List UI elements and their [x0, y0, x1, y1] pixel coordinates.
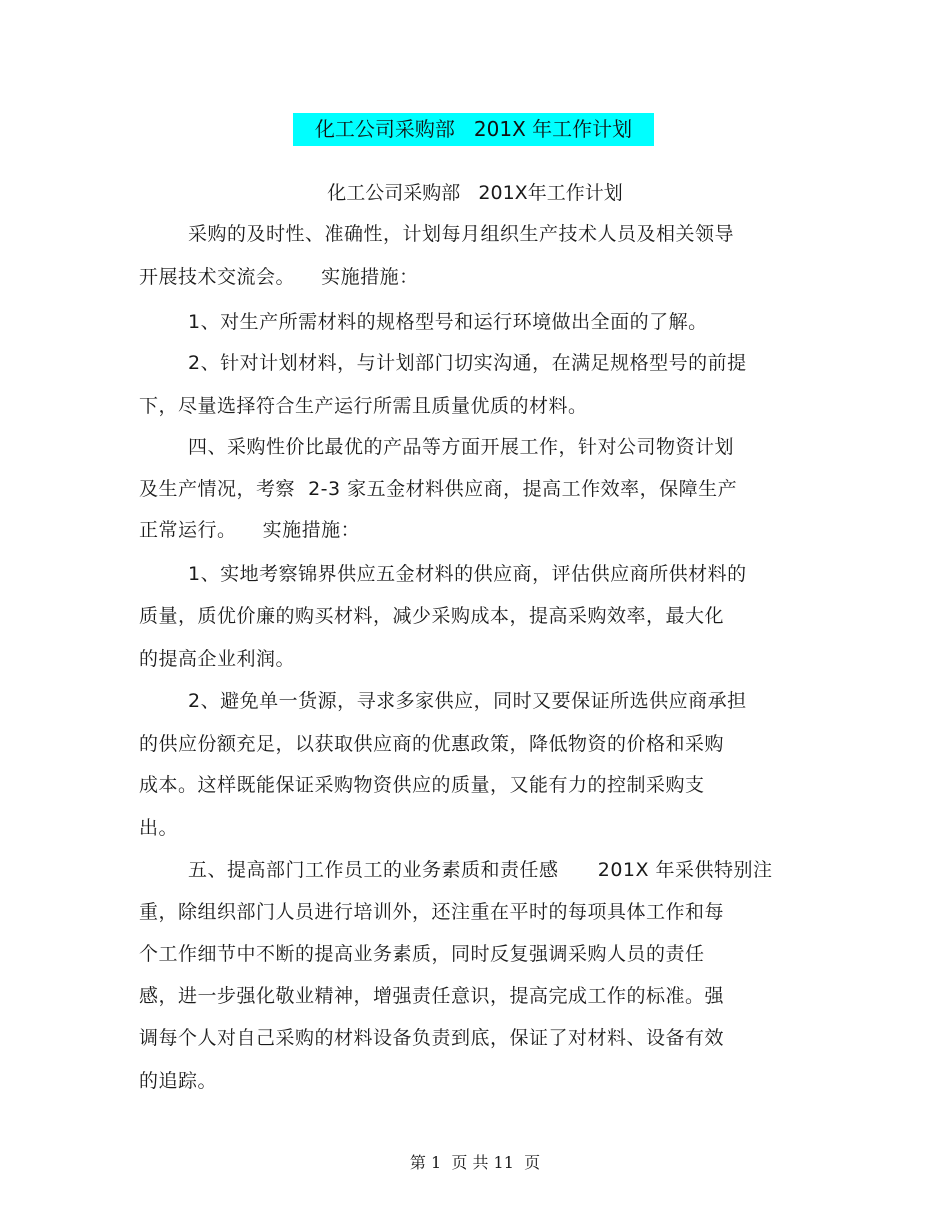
paragraph-line: 质量，质优价廉的购买材料，减少采购成本，提高采购效率，最大化: [139, 605, 725, 627]
document-title: 化工公司采购部 201X 年工作计划: [293, 113, 654, 146]
paragraph-line: 2、针对计划材料，与计划部门切实沟通，在满足规格型号的前提: [188, 352, 747, 374]
paragraph-line: 感，进一步强化敬业精神，增强责任意识，提高完成工作的标准。强: [139, 985, 725, 1007]
page-footer: 第 1 页 共 11 页: [409, 1153, 541, 1172]
paragraph-line: 四、采购性价比最优的产品等方面开展工作，针对公司物资计划: [188, 436, 735, 458]
paragraph-line: 出。: [139, 817, 179, 839]
document-subtitle: 化工公司采购部 201X年工作计划: [327, 182, 623, 204]
paragraph-line: 下，尽量选择符合生产运行所需且质量优质的材料。: [139, 395, 588, 417]
paragraph-line: 的追踪。: [139, 1070, 218, 1092]
paragraph-line: 个工作细节中不断的提高业务素质，同时反复强调采购人员的责任: [139, 943, 705, 965]
paragraph-line: 五、提高部门工作员工的业务素质和责任感 201X 年采供特别注: [188, 859, 773, 881]
paragraph-line: 的供应份额充足，以获取供应商的优惠政策，降低物资的价格和采购: [139, 733, 725, 755]
paragraph-line: 及生产情况，考察 2-3 家五金材料供应商，提高工作效率，保障生产: [139, 478, 738, 500]
paragraph-line: 的提高企业利润。: [139, 648, 296, 670]
paragraph-line: 调每个人对自己采购的材料设备负责到底，保证了对材料、设备有效: [139, 1027, 725, 1049]
paragraph-line: 2、避免单一货源，寻求多家供应，同时又要保证所选供应商承担: [188, 690, 747, 712]
paragraph-line: 正常运行。 实施措施：: [139, 519, 361, 541]
paragraph-line: 1、实地考察锦界供应五金材料的供应商，评估供应商所供材料的: [188, 563, 747, 585]
paragraph-line: 采购的及时性、准确性，计划每月组织生产技术人员及相关领导: [188, 223, 735, 245]
paragraph-line: 重，除组织部门人员进行培训外，还注重在平时的每项具体工作和每: [139, 901, 725, 923]
paragraph-line: 成本。这样既能保证采购物资供应的质量，又能有力的控制采购支: [139, 774, 705, 796]
paragraph-line: 1、对生产所需材料的规格型号和运行环境做出全面的了解。: [188, 311, 708, 333]
paragraph-line: 开展技术交流会。 实施措施：: [139, 266, 419, 288]
